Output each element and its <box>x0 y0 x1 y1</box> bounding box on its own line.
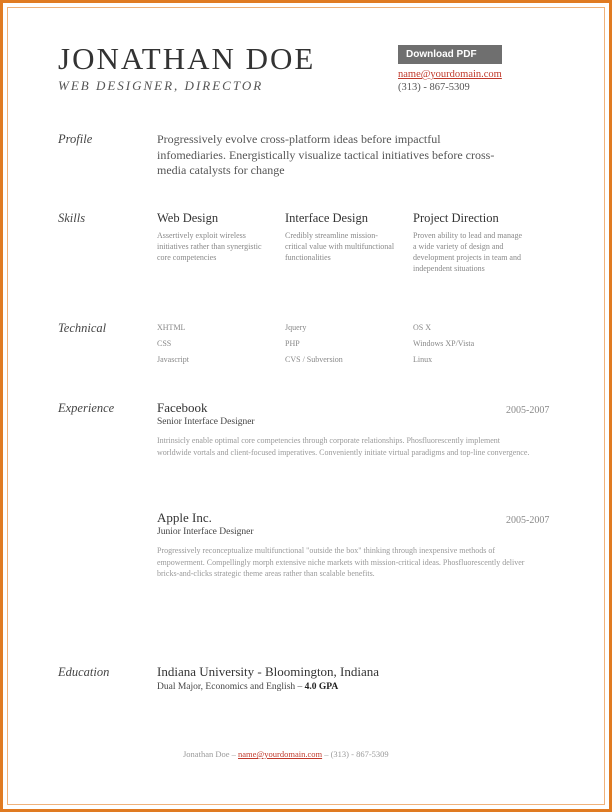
education-degree: Dual Major, Economics and English <box>157 682 296 692</box>
skill-description: Assertively exploit wireless initiatives rather than synergistic core competencies <box>157 231 262 262</box>
footer-name: Jonathan Doe <box>183 749 230 759</box>
job-title: Senior Interface Designer <box>157 417 255 427</box>
skill-title: Web Design <box>157 211 219 225</box>
footer-email-link[interactable]: name@yourdomain.com <box>238 749 323 759</box>
job-title: Junior Interface Designer <box>157 527 254 537</box>
section-label-education: Education <box>58 665 110 679</box>
tech-item: Linux <box>413 355 433 364</box>
tech-item: CVS / Subversion <box>285 355 343 364</box>
profile-text: Progressively evolve cross-platform ideas before impactful infomediaries. Energistically visualize tactical initiatives before cross-media catalysts for change <box>157 132 495 177</box>
tech-item: CSS <box>157 339 172 348</box>
tech-item: XHTML <box>157 323 186 332</box>
skill-description: Credibly streamline mission-critical value with multifunctional functionalities <box>285 231 395 262</box>
job-company: Facebook <box>157 400 208 415</box>
skill-title: Interface Design <box>285 211 368 225</box>
education-school: Indiana University - Bloomington, Indiana <box>157 664 380 679</box>
header-phone: (313) - 867-5309 <box>398 82 470 93</box>
job-period: 2005-2007 <box>506 515 550 526</box>
resume-name: JONATHAN DOE <box>58 41 316 76</box>
education-gpa: 4.0 GPA <box>304 682 339 692</box>
skill-description: Proven ability to lead and manage a wide variety of design and development projects in team and independent situations <box>413 231 523 273</box>
section-label-technical: Technical <box>58 321 107 335</box>
footer-separator: – <box>229 749 239 759</box>
education-separator: – <box>295 682 305 692</box>
tech-item: Jquery <box>285 323 307 332</box>
tech-item: OS X <box>413 323 432 332</box>
footer-separator: – <box>322 749 331 759</box>
job-description: Intrinsicly enable optimal core competencies through corporate relationships. Phosfluorescently implement worldwide vortals and client-focused imperatives. Conveniently initiate virtual paradigms and top-line convergence. <box>157 436 530 457</box>
footer <box>183 749 389 759</box>
section-label-experience: Experience <box>58 401 115 415</box>
education-detail <box>157 682 338 692</box>
tech-item: Javascript <box>157 355 189 364</box>
section-label-skills: Skills <box>58 211 86 225</box>
header-email-link[interactable]: name@yourdomain.com <box>398 69 502 80</box>
resume-role: WEB DESIGNER, DIRECTOR <box>58 78 264 93</box>
job-period: 2005-2007 <box>506 405 550 416</box>
tech-item: PHP <box>285 339 300 348</box>
tech-item: Windows XP/Vista <box>413 339 475 348</box>
skill-title: Project Direction <box>413 211 499 225</box>
download-pdf-button[interactable]: Download PDF <box>398 45 502 64</box>
section-label-profile: Profile <box>58 132 93 146</box>
footer-phone: (313) - 867-5309 <box>330 749 389 759</box>
job-company: Apple Inc. <box>157 510 212 525</box>
job-description: Progressively reconceptualize multifunctional "outside the box" thinking through inexpensive methods of empowerment. Compellingly morph extensive niche markets with mission-critical ideas. Phosfluorescently deliver bricks-and-clicks strategic theme areas rather than scalable benefits. <box>157 546 525 578</box>
